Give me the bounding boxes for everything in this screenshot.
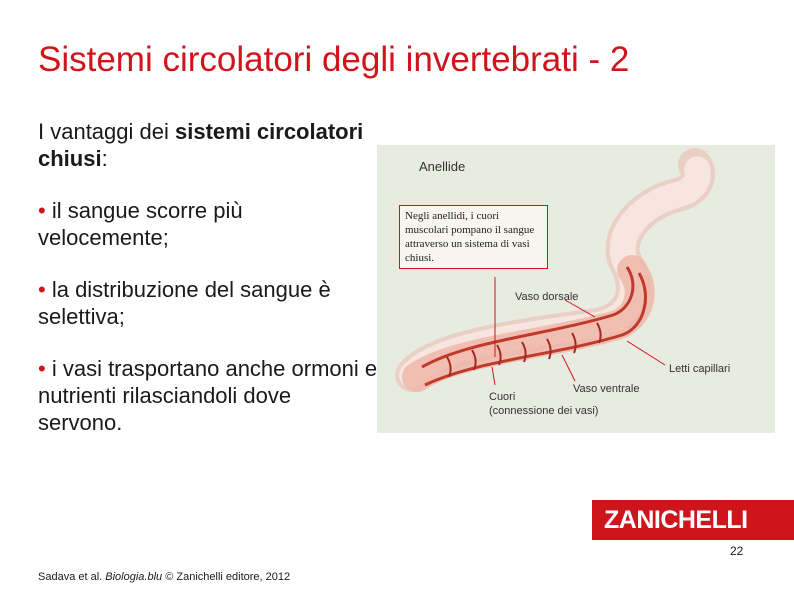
figure-title: Anellide [419,159,466,174]
label-ventral-vessel: Vaso ventrale [573,383,640,395]
page-number: 22 [730,544,744,558]
bullet-text: la distribuzione del sangue è selettiva; [38,277,331,329]
intro-text: I vantaggi dei [38,119,175,144]
label-capillaries: Letti capillari [669,363,731,375]
body-text [38,118,378,461]
footer-book: Biologia.blu [105,571,163,583]
figure-callout: Negli anellidi, i cuori muscolari pompano il sangue attraverso un sistema di vasi chiusi. [399,205,548,269]
bullet-icon: • [38,198,46,223]
bullet-text: i vasi trasportano anche ormoni e nutrienti rilasciandoli dove servono. [38,356,378,435]
zanichelli-logo: ZANICHELLI [592,500,794,540]
label-hearts-note: (connessione dei vasi) [489,405,599,417]
intro-colon: : [101,146,108,171]
footer-authors: Sadava et al. [38,571,106,583]
bullet-icon: • [38,277,46,302]
slide-title: Sistemi circolatori degli invertebrati - 2 [38,40,630,79]
bullet-text: il sangue scorre più velocemente; [38,198,243,250]
bullet-icon: • [38,356,46,381]
annelid-figure [377,145,775,433]
intro-bold-text: sistemi circolatori chiusi [38,119,364,171]
label-hearts: Cuori [489,391,516,403]
label-dorsal-vessel: Vaso dorsale [515,291,579,303]
footer-credit [38,571,290,583]
intro-paragraph [38,118,378,172]
footer-publisher: © Zanichelli editore, 2012 [162,571,291,583]
bullet-item [38,355,378,436]
bullet-item [38,197,378,251]
bullet-item [38,276,378,330]
